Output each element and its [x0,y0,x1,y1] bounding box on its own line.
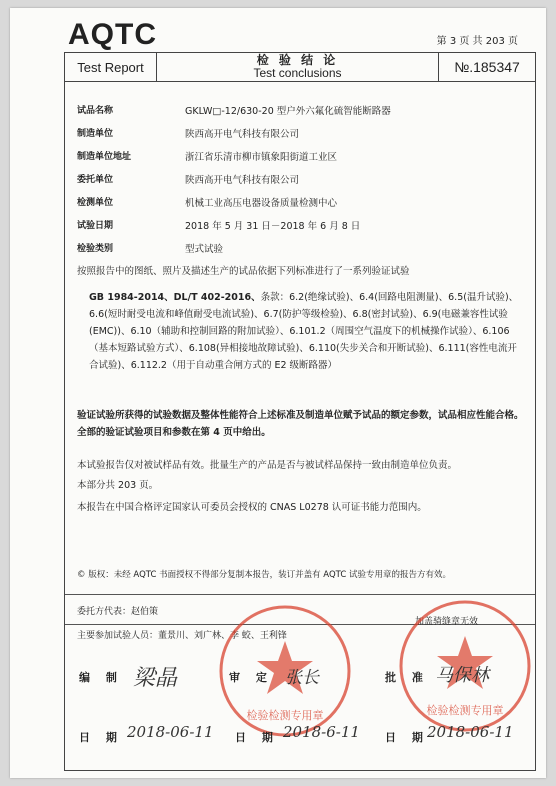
field-value: 机械工业高压电器设备质量检测中心 [185,198,338,209]
field-label: 检测单位 [77,198,114,208]
seam-stamp-note: 加盖骑缝章无效 [415,617,479,627]
field-label: 试品名称 [77,106,114,116]
conclusion-text: 验证试验所获得的试验数据及整体性能符合上述标准及制造单位赋予试品的额定参数，试品相应性能合格。全部的验证试验项目和参数在第 4 页中给出。 [77,410,524,438]
note-cnas: 本报告在中国合格评定国家认可委员会授权的 CNAS L0278 认可证书能力范围内。 [77,502,427,513]
copyright-notice: © 版权：未经 AQTC 书面授权不得部分复制本报告，装订并盖有 AQTC 试验专用章的报告方有效。 [77,570,451,580]
field-value: 陕西高开电气科技有限公司 [185,175,300,186]
field-label: 检验类别 [77,244,114,254]
report-header [64,52,536,82]
test-participants: 主要参加试验人员：董景川、刘广林、李 蛟、王利锋 [77,631,287,641]
compile-signature: 梁晶 [133,666,178,691]
date-label: 日 期 [385,731,429,744]
report-page [10,8,546,778]
date-label: 日 期 [235,731,279,744]
approve-label: 批 准 [385,671,429,684]
approve-signature: 马保林 [435,665,489,686]
field-value: GKLW□-12/630-20 型户外六氟化硫智能断路器 [185,106,391,117]
compile-date: 2018-06-11 [127,723,214,741]
standards-lead: GB 1984-2014、DL/T 402-2016、 [89,292,261,303]
title-zh: 检 验 结 论 [256,53,339,67]
client-representative: 委托方代表：赵伯策 [77,607,159,617]
conclusion-body [64,81,536,771]
field-value: 型式试验 [185,244,224,255]
field-label: 试验日期 [77,221,114,231]
field-label: 制造单位地址 [77,152,132,162]
field-value: 2018 年 5 月 31 日－2018 年 6 月 8 日 [185,221,361,232]
report-label: Test Report [65,53,157,81]
field-value: 陕西高开电气科技有限公司 [185,129,300,140]
note-validity: 本试验报告仅对被试样品有效。批量生产的产品是否与被试样品保持一致由制造单位负责。 [77,460,458,471]
field-value: 浙江省乐清市柳市镇象阳街道工业区 [185,152,338,163]
review-date: 2018-6-11 [283,723,360,741]
note-page-count: 本部分共 203 页。 [77,480,159,491]
divider [65,594,535,595]
approve-date: 2018-06-11 [427,723,514,741]
review-signature: 张长 [285,668,319,688]
review-label: 审 定 [229,671,273,684]
intro-text: 按照报告中的图纸、照片及描述生产的试品依据下列标准进行了一系列验证试验 [77,266,410,277]
aqtc-logo: AQTC [68,18,157,51]
date-label: 日 期 [79,731,123,744]
report-title [157,53,439,81]
field-label: 制造单位 [77,129,114,139]
page-indicator: 第 3 页 共 203 页 [436,36,518,47]
report-number: №.185347 [454,59,520,75]
compile-label: 编 制 [79,671,123,684]
svg-text:检验检测专用章: 检验检测专用章 [426,704,504,717]
svg-text:检验检测专用章: 检验检测专用章 [246,709,324,722]
field-label: 委托单位 [77,175,114,185]
title-en: Test conclusions [253,66,342,80]
standards-block [89,289,521,374]
standards-clauses: 条款：6.2(绝缘试验)、6.4(回路电阻测量)、6.5(温升试验)、6.6(短时耐受电流和峰值耐受电流试验)、6.7(防护等级检验)、6.8(密封试验)、6.9(电磁兼容性试验(EMC))、6.10（辅助和控制回路的附加试验）、6.101.2（周围空气温度下的机械操作试验）、6.106（基本短路试验方式）、6.108(异相接地故障试验)、6.110(失步关合和开断试验)、6.111(容性电流开合试验)、6.112.2（用于自动重合闸方式的 E2 级断路器） [89,292,519,371]
